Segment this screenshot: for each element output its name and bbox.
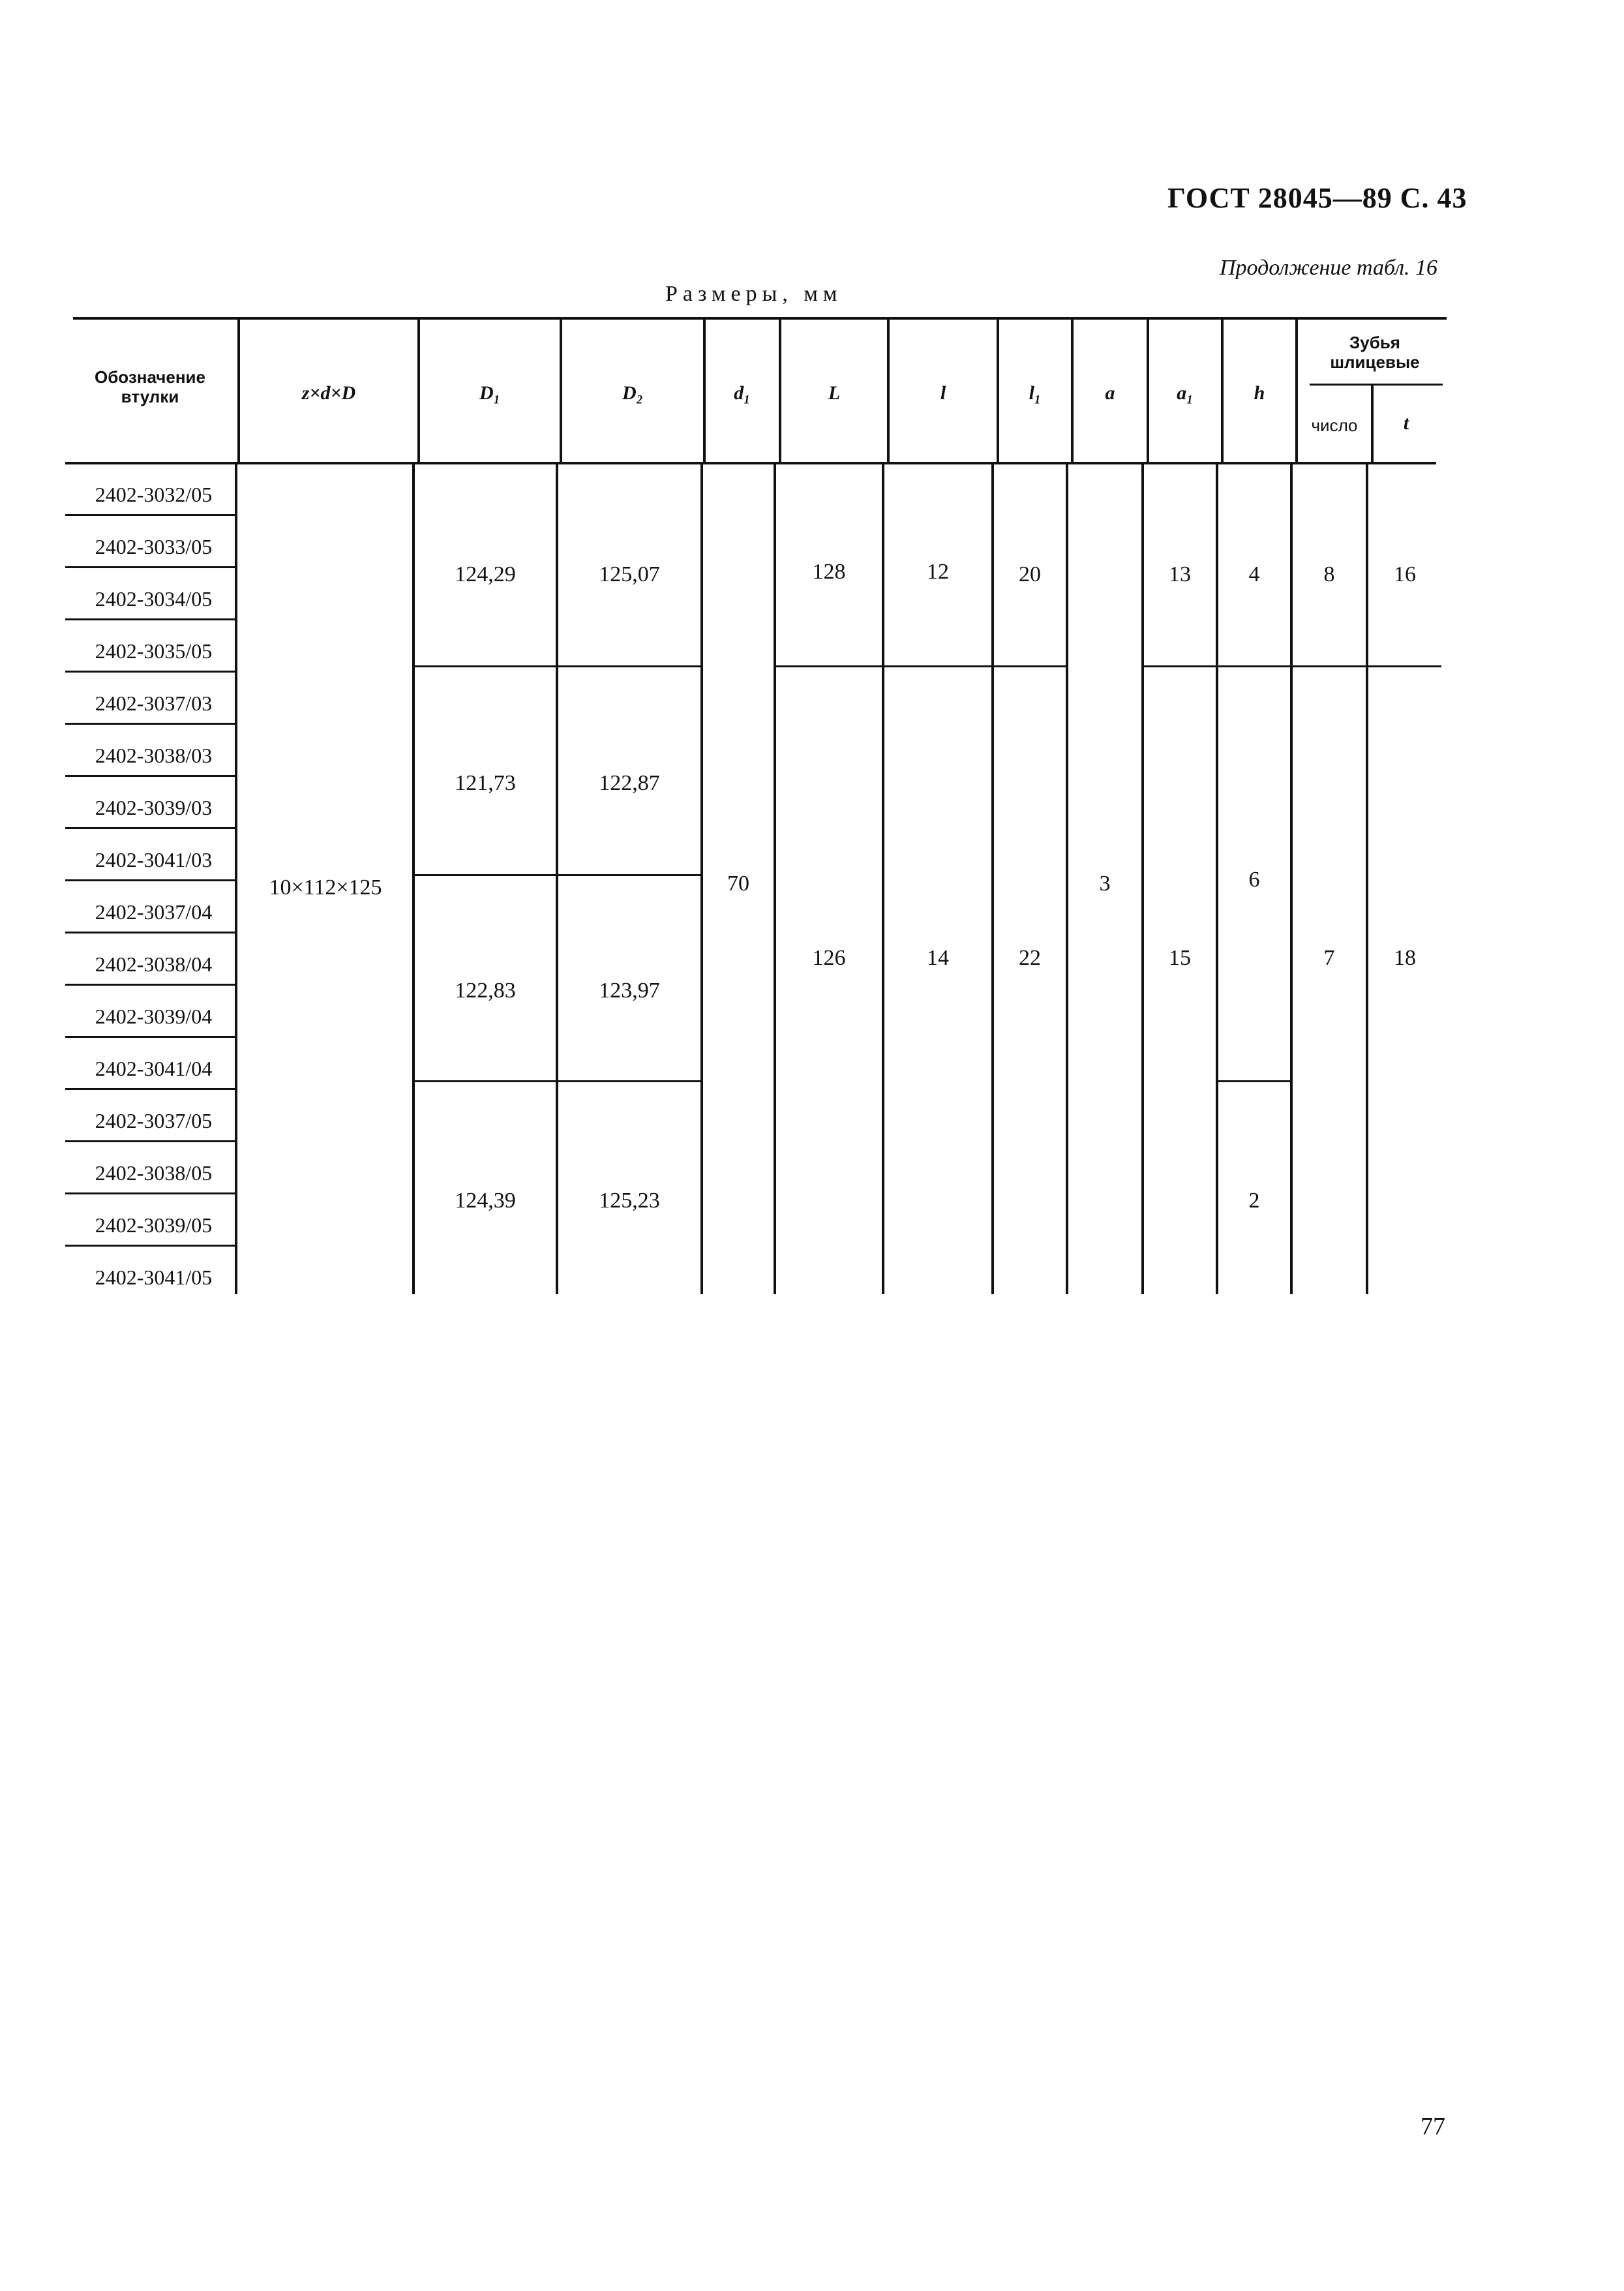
group-rule-3-d1 [415,1080,556,1082]
header-col-sep [1295,320,1298,463]
rest-l-value: 14 [927,946,949,970]
group1-h-value: 4 [1248,562,1260,586]
rest-h-value: 6 [1248,868,1260,892]
col-header-d1: D₁ [479,382,501,404]
rest-l1-value: 22 [1019,946,1041,970]
group1-length-value: 128 [812,560,846,584]
group1-d1-value: 124,29 [455,562,516,586]
row-underline [65,618,235,620]
rest-t-value: 18 [1394,946,1416,970]
group-rule-3-h [1218,1080,1290,1082]
group1-count-value: 8 [1323,562,1335,586]
row-designation: 2402-3034/05 [95,587,213,611]
table-continuation-note: Продолжение табл. 16 [1220,256,1438,280]
row-designation: 2402-3037/05 [95,1109,213,1132]
col-header-a1: a₁ [1177,382,1194,404]
row-underline [65,723,235,725]
table-top-rule [73,317,1447,320]
row-underline [65,932,235,933]
group-rule-1-l1 [994,665,1066,667]
row-underline [65,775,235,777]
group2-d1-value: 121,73 [455,771,516,795]
row-underline [65,1192,235,1194]
body-col-sep [412,464,415,1294]
group1-t-value: 16 [1394,562,1416,586]
row-designation: 2402-3038/03 [95,744,213,767]
group4-h-value: 2 [1248,1189,1260,1213]
row-designation: 2402-3041/03 [95,848,213,872]
group2-d2-value: 122,87 [599,771,660,795]
group-rule-1-t [1368,665,1441,667]
col-header-l-length: L [828,382,841,404]
row-underline [65,566,235,568]
document-header: ГОСТ 28045—89 С. 43 [1167,182,1467,214]
group-rule-1-d1 [415,665,556,667]
group3-d1-value: 122,83 [455,979,516,1003]
teeth-subheader-rule [1310,384,1443,386]
row-designation: 2402-3039/04 [95,1005,213,1028]
body-col-sep [1141,464,1144,1294]
group1-l1-value: 20 [1019,562,1041,586]
col-header-small-d1: d₁ [734,382,751,404]
rest-a1-value: 15 [1169,946,1191,970]
group-rule-1-h [1218,665,1290,667]
group-rule-1-a1 [1144,665,1216,667]
col-header-h: h [1254,382,1265,404]
group4-d2-value: 125,23 [599,1189,660,1213]
row-underline [65,514,235,516]
row-underline [65,671,235,673]
row-underline [65,984,235,986]
body-col-sep [556,464,558,1294]
col-header-l1: l₁ [1029,382,1042,404]
table-units: Размеры, мм [665,282,843,306]
row-underline [65,827,235,829]
group3-d2-value: 123,97 [599,979,660,1003]
col-header-teeth-count: число [1311,416,1358,435]
row-designation: 2402-3032/05 [95,483,213,506]
row-underline [65,1140,235,1142]
group-rule-1-sl [884,665,991,667]
col-header-zdd: z×d×D [301,382,356,404]
group4-d1-value: 124,39 [455,1189,516,1213]
col-header-designation: Обозначение втулки [95,367,205,406]
row-underline [65,879,235,881]
row-designation: 2402-3039/05 [95,1213,213,1237]
group1-d2-value: 125,07 [599,562,660,586]
row-designation: 2402-3038/05 [95,1161,213,1185]
col-header-t: t [1403,412,1409,434]
row-underline [65,1036,235,1038]
row-designation: 2402-3041/05 [95,1266,213,1289]
rest-length-value: 126 [812,946,846,970]
body-col-sep [774,464,776,1294]
col-header-d2: D₂ [622,382,644,404]
body-col-sep [1366,464,1368,1294]
row-designation: 2402-3038/04 [95,952,213,976]
col-header-l: l [940,382,946,404]
group1-l-value: 12 [927,560,949,584]
body-col-sep [1290,464,1293,1294]
row-underline [65,1245,235,1247]
group-rule-3-d2 [558,1080,700,1082]
row-designation: 2402-3041/04 [95,1057,213,1080]
group-rule-2-d2 [558,874,700,876]
zdd-value: 10×112×125 [269,875,382,900]
row-designation: 2402-3039/03 [95,796,213,819]
group-rule-1-count [1293,665,1366,667]
d1-value: 70 [727,872,749,896]
row-underline [65,1088,235,1090]
rest-count-value: 7 [1323,946,1335,970]
row-designation: 2402-3035/05 [95,639,213,663]
page-number: 77 [1421,2113,1445,2140]
group-rule-2-d1 [415,874,556,876]
group-rule-1-l [776,665,882,667]
col-header-a: a [1105,382,1115,404]
row-designation: 2402-3033/05 [95,535,213,558]
body-col-sep [882,464,884,1294]
group1-a1-value: 13 [1169,562,1191,586]
body-col-sep [991,464,994,1294]
group-rule-1-d2 [558,665,700,667]
col-header-teeth-group: Зубья шлицевые [1330,333,1420,372]
header-bottom-rule [65,462,1436,464]
row-designation: 2402-3037/04 [95,900,213,924]
a-value: 3 [1099,872,1111,896]
row-designation: 2402-3037/03 [95,691,213,715]
